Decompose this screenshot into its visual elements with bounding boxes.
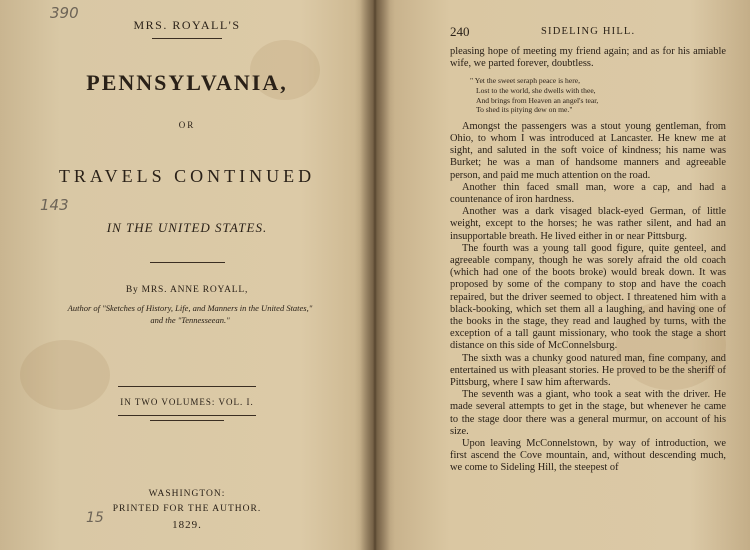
pencil-note: 390 [50,4,79,22]
title-connector: OR [178,120,196,130]
divider-rule [152,38,222,39]
running-head: SIDELING HILL. [541,26,636,37]
paragraph: The sixth was a chunky good natured man, fine company, and entertained us with pleasant stories. He proved to be the sheriff of Pittsburg, where I saw him afterwards. [450,352,726,389]
paragraph: The fourth was a young tall good figure, quite genteel, and agreeable company, though he was sorely afraid the old coach (which had one of the boots broke) would break down. It was proposed by some of the company to stop and have the coach repaired, but the driver seemed to object. I threatened him with a black-booking, which set them all a laughing, and having one of the books in the stage, they read and laughed by turns, with the exception of a tall gaunt missionary, who took the stage a short distance on this side of McConnelsburg. [450,242,726,352]
book-subtitle: TRAVELS CONTINUED [58,166,316,186]
paragraph: Upon leaving McConnelstown, by way of introduction, we first ascend the Cove mountain, and, without descending much, we come to Sideling Hill, the steepest of [450,438,726,474]
divider-rule [118,415,256,416]
author-heading: MRS. ROYALL'S [133,18,241,32]
title-page [0,0,374,550]
pencil-note: 15 [86,510,104,526]
book-title: PENNSYLVANIA, [86,70,288,95]
verse-quote [450,76,726,114]
verse-line: To shed its pitying dew on me." [476,105,573,115]
pencil-note: 143 [40,196,69,214]
verse-line: Lost to the world, she dwells with thee, [476,86,596,95]
paragraph: Another was a dark visaged black-eyed German, of little weight, except to the horses; he was rather silent, and had an insupportable breath. He lived either in or near Pittsburg. [450,206,726,242]
book-subtitle-line2: IN THE UNITED STATES. [106,220,268,235]
publication-year: 1829. [172,519,202,531]
author-works [40,302,340,326]
volume-info: IN TWO VOLUMES: VOL. I. [120,397,254,407]
divider-rule [118,386,256,387]
publication-place: WASHINGTON: [148,489,226,499]
page-number: 240 [450,24,470,39]
paragraph: The seventh was a giant, who took a seat with the driver. He made several attempts to get in the stage, but whenever he came to the stage door there was a general murmur, on account of his size. [450,389,726,437]
divider-rule [150,262,225,263]
paragraph: pleasing hope of meeting my friend again; and as for his amiable wife, we parted forever, doubtless. [450,46,726,70]
paragraph: Amongst the passengers was a stout young gentleman, from Ohio, to whom I was introduced at Lancaster. He knew me at sight, and saluted in the soft voice of kindness; his name was Burket; he was a man of handsome manners and agreeable person, and paid me much attention on the road. [450,120,726,181]
body-text [450,46,726,475]
divider-rule [150,420,224,421]
printer-line: PRINTED FOR THE AUTHOR. [112,504,262,514]
paragraph: Another thin faced small man, wore a cap, and had a countenance of iron hardness. [450,181,726,205]
text-page [376,0,750,550]
verse-line: And brings from Heaven an angel's tear, [476,95,599,105]
author-byline: By MRS. ANNE ROYALL, [125,285,249,295]
verse-line: " Yet the sweet seraph peace is here, [470,76,581,86]
author-works-line: and the "Tennesseean." [150,315,230,325]
author-works-line: Author of "Sketches of History, Life, and Manners in the United States," [67,303,313,313]
